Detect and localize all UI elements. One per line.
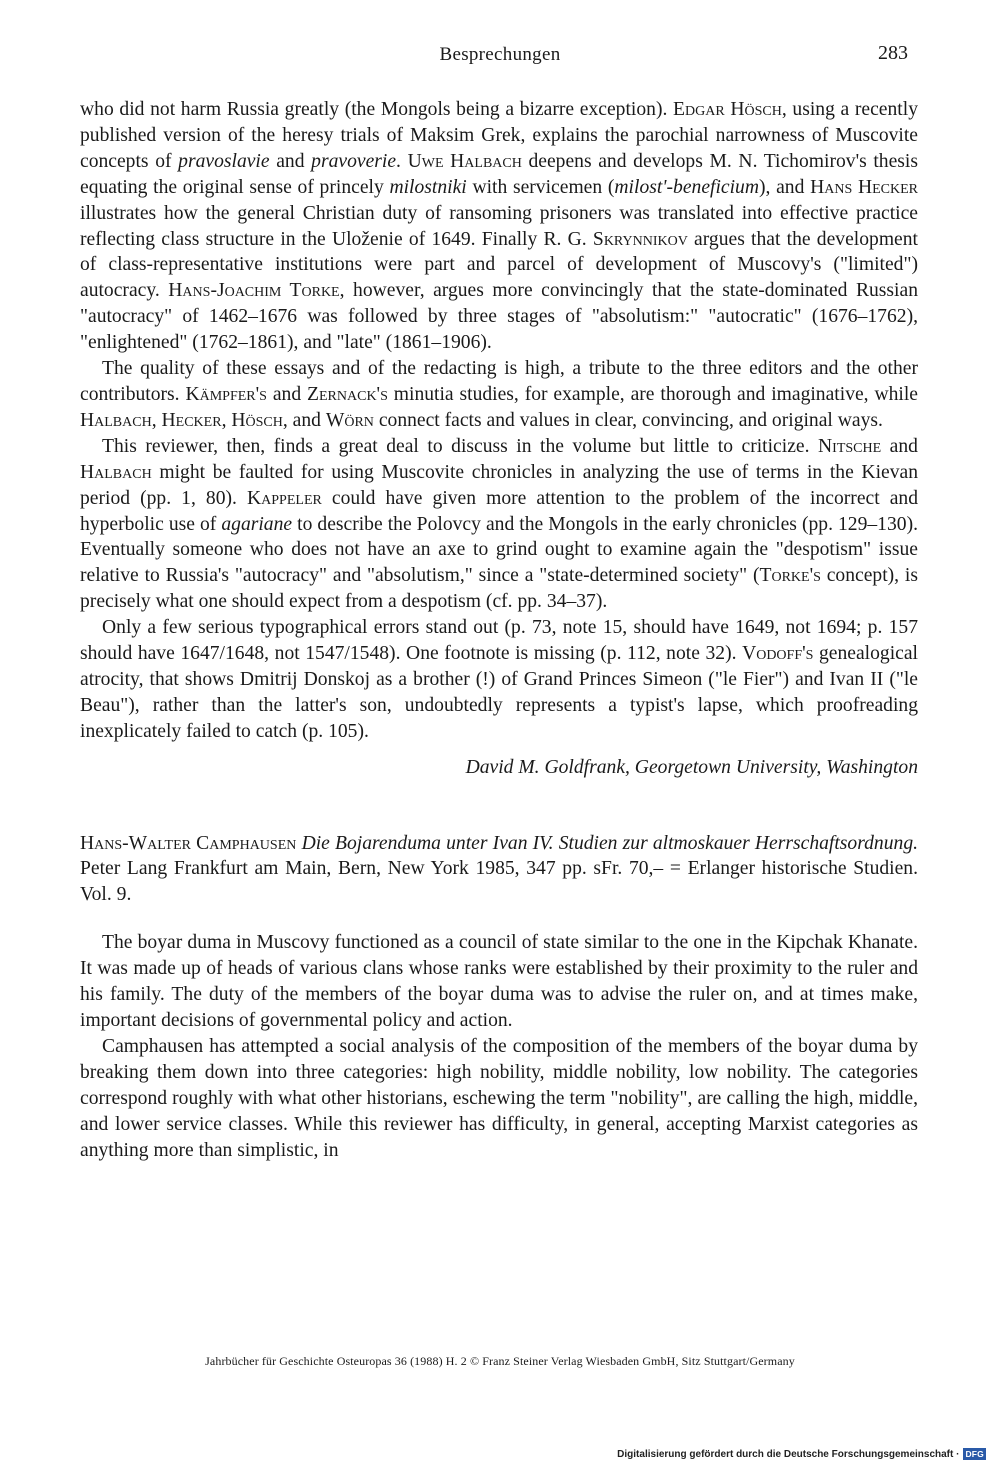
author-name: Vodoff's xyxy=(742,643,814,665)
author-name: Halbach xyxy=(80,409,152,431)
author-name: Zernack's xyxy=(307,383,388,405)
author-name: Torke's xyxy=(759,565,821,587)
page-number: 283 xyxy=(878,42,908,64)
author-name: Hans-Joachim Torke xyxy=(168,280,340,302)
author-name: Hösch xyxy=(231,409,283,431)
review2-citation: Hans-Walter Camphausen Die Bojarenduma unter Ivan IV. Studien zur altmoskauer Herrschaftsordnung. Peter Lang Frankfurt am Main, Bern, New York 1985, 347 pp. sFr. 70,– = Erlanger historische Studien. Vol. 9. xyxy=(80,832,919,906)
review2-paragraph-1: The boyar duma in Muscovy functioned as a council of state similar to the one in the Kipchak Khanate. It was made up of heads of various clans whose ranks were established by their proximity to the ruler and his family. The duty of the members of the boyar duma was to advise the ruler on, and at times make, important decisions of governmental policy and action. xyxy=(80,932,918,1031)
dfg-logo-icon: DFG xyxy=(965,1449,984,1459)
article-body xyxy=(80,97,918,1163)
book-title: Die Bojarenduma unter Ivan IV. Studien zur altmoskauer Herrschaftsordnung. xyxy=(301,832,919,854)
running-header: Besprechungen xyxy=(439,44,561,65)
book-author: Hans-Walter Camphausen xyxy=(80,832,297,854)
author-name: Halbach xyxy=(80,461,152,483)
author-name: Kappeler xyxy=(247,487,322,509)
dfg-attribution: Digitalisierung gefördert durch die Deutsche Forschungsgemeinschaft · DFG xyxy=(617,1448,984,1460)
author-name: Uwe Halbach xyxy=(407,150,522,172)
author-name: Wörn xyxy=(325,409,374,431)
review2-paragraph-2: Camphausen has attempted a social analysis of the composition of the members of the boyar duma by breaking them down into three categories: high nobility, middle nobility, low nobility. The categories correspond roughly with what other historians, eschewing the term "nobility", are calling the high, middle, and lower service classes. While this reviewer has difficulty, in general, accepting Marxist categories as anything more than simplistic, in xyxy=(80,1035,918,1161)
author-name: Hans Hecker xyxy=(810,176,918,198)
review1-paragraph-4: Only a few serious typographical errors stand out (p. 73, note 15, should have 1649, not 1694; p. 157 should have 1647/1648, not 1547/1548). One footnote is missing (p. 112, note 32). Vodoff's genealogical atrocity, that shows Dmitrij Donskoj as a brother (!) of Grand Princes Simeon ("le Fier") and Ivan II ("le Beau"), rather than the latter's son, undoubtedly represents a typist's lapse, which proofreading inexplicately failed to catch (p. 105). xyxy=(80,617,919,742)
review1-paragraph-3: This reviewer, then, finds a great deal to discuss in the volume but little to criticize. Nitsche and Halbach might be faulted for using Muscovite chronicles in analyzing the use of terms in the Kievan period (pp. 1, 80). Kappeler could have given more attention to the problem of the incorrect and hyperbolic use of agariane to describe the Polovcy and the Mongols in the early chronicles (pp. 129–130). Eventually someone who does not have an axe to grind ought to examine again the "despotism" issue relative to Russia's "autocracy" and "absolutism," since a "state-determined society" (Torke's concept), is precisely what one should expect from a despotism (cf. pp. 34–37). xyxy=(80,435,919,613)
reviewer-signature: David M. Goldfrank, Georgetown University, Washington xyxy=(465,756,918,778)
review1-paragraph-1: who did not harm Russia greatly (the Mongols being a bizarre exception). Edgar Hösch, using a recently published version of the heresy trials of Maksim Grek, explains the parochial narrowness of Muscovite concepts of pravoslavie and pravoverie. Uwe Halbach deepens and develops M. N. Tichomirov's thesis equating the original sense of princely milostniki with servicemen (milost'-beneficium), and Hans Hecker illustrates how the general Christian duty of ransoming prisoners was translated into effective practice reflecting class structure in the Uloženie of 1649. Finally R. G. Skrynnikov argues that the development of class-representative institutions were part and parcel of development of Muscovy's ("limited") autocracy. Hans-Joachim Torke, however, argues more convincingly that the state-dominated Russian "autocracy" of 1462–1676 was followed by three stages of "absolutism:" "autocratic" (1676–1762), "enlightened" (1762–1861), and "late" (1861–1906). xyxy=(80,99,918,354)
author-name: Kämpfer's xyxy=(185,383,267,405)
author-name: Edgar Hösch xyxy=(673,99,782,120)
journal-footer: Jahrbücher für Geschichte Osteuropas 36 (1988) H. 2 © Franz Steiner Verlag Wiesbaden GmbH, Sitz Stuttgart/Germany xyxy=(205,1354,795,1368)
review1-paragraph-2: The quality of these essays and of the redacting is high, a tribute to the three editors and the other contributors. Kämpfer's and Zernack's minutia studies, for example, are thorough and imaginative, while Halbach, Hecker, Hösch, and Wörn connect facts and values in clear, convincing, and original ways. xyxy=(80,358,918,431)
author-name: Nitsche xyxy=(818,435,882,457)
author-name: Hecker xyxy=(161,409,222,431)
author-name: Skrynnikov xyxy=(592,228,688,250)
